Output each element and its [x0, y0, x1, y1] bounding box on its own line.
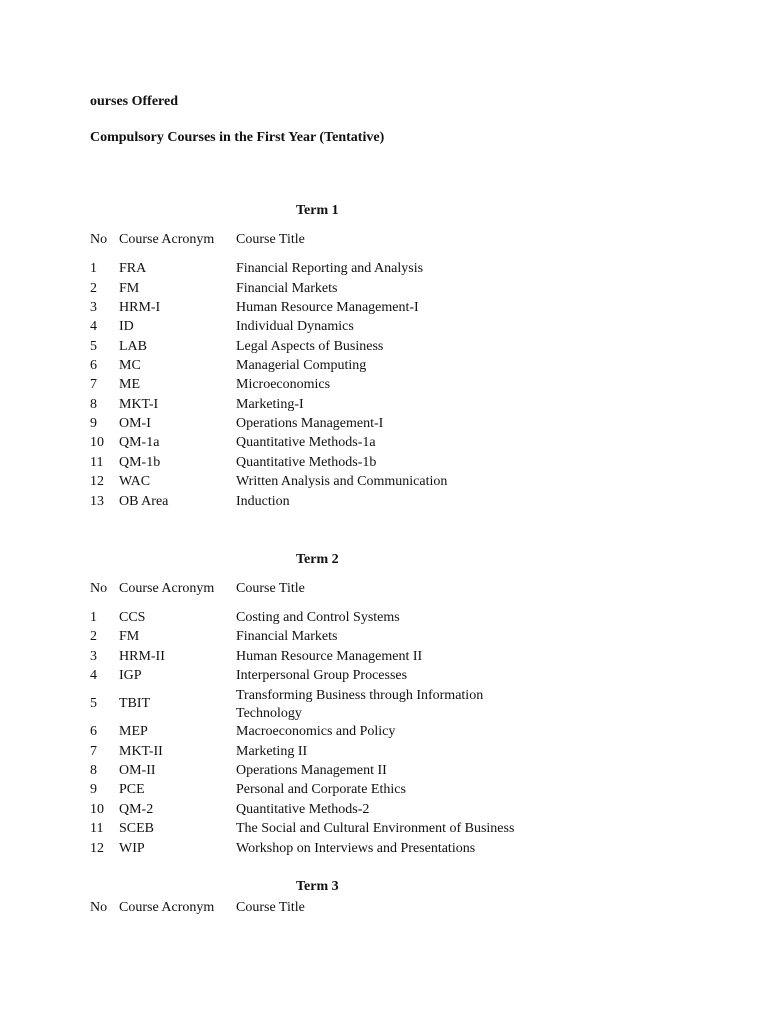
header-acronym: Course Acronym [119, 581, 215, 596]
cell-acronym: LAB [119, 339, 147, 354]
cell-no: 2 [90, 281, 97, 296]
cell-title: Marketing-I [236, 397, 304, 412]
cell-no: 9 [90, 782, 97, 797]
cell-title: Workshop on Interviews and Presentations [236, 841, 476, 856]
cell-title: Quantitative Methods-2 [236, 802, 370, 817]
cell-no: 12 [90, 474, 104, 489]
cell-title: Costing and Control Systems [236, 610, 400, 625]
cell-no: 5 [90, 339, 97, 354]
cell-title: Marketing II [236, 744, 308, 759]
cell-no: 10 [90, 802, 104, 817]
cell-title: Financial Reporting and Analysis [236, 261, 424, 276]
cell-title: Macroeconomics and Policy [236, 724, 396, 739]
cell-acronym: CCS [119, 610, 146, 625]
cell-acronym: MKT-I [119, 397, 159, 412]
cell-no: 3 [90, 649, 97, 664]
cell-title: Individual Dynamics [236, 319, 354, 334]
cell-no: 12 [90, 841, 104, 856]
header-no: No [90, 900, 108, 915]
cell-no: 6 [90, 724, 97, 739]
cell-title: Quantitative Methods-1b [236, 455, 377, 470]
cell-acronym: FM [119, 281, 140, 296]
cell-no: 7 [90, 377, 97, 392]
cell-title: Written Analysis and Communication [236, 474, 448, 489]
cell-no: 5 [90, 696, 97, 711]
cell-title: Quantitative Methods-1a [236, 435, 376, 450]
cell-acronym: FM [119, 629, 140, 644]
header-no: No [90, 581, 108, 596]
cell-acronym: TBIT [119, 696, 151, 711]
cell-title: Human Resource Management-I [236, 300, 419, 315]
term-title: Term 1 [296, 203, 339, 218]
cell-title: Induction [236, 494, 290, 509]
cell-acronym: WAC [119, 474, 151, 489]
header-title: Course Title [236, 900, 305, 915]
cell-no: 8 [90, 397, 97, 412]
cell-acronym: ID [119, 319, 134, 334]
cell-acronym: MEP [119, 724, 148, 739]
cell-no: 1 [90, 261, 97, 276]
cell-acronym: OB Area [119, 494, 169, 509]
cell-title: The Social and Cultural Environment of Business [236, 821, 515, 836]
cell-title: Personal and Corporate Ethics [236, 782, 406, 797]
cell-no: 2 [90, 629, 97, 644]
header-no: No [90, 232, 108, 247]
cell-acronym: IGP [119, 668, 142, 683]
header-title: Course Title [236, 581, 305, 596]
cell-title: Managerial Computing [236, 358, 367, 373]
cell-no: 10 [90, 435, 104, 450]
cell-acronym: HRM-II [119, 649, 165, 664]
cell-title: Financial Markets [236, 629, 338, 644]
header-title: Course Title [236, 232, 305, 247]
cell-acronym: ME [119, 377, 140, 392]
cell-title: Operations Management-I [236, 416, 384, 431]
cell-no: 8 [90, 763, 97, 778]
cell-no: 4 [90, 319, 97, 334]
cell-acronym: PCE [119, 782, 145, 797]
cell-acronym: MKT-II [119, 744, 163, 759]
cell-acronym: QM-1b [119, 455, 161, 470]
header-acronym: Course Acronym [119, 232, 215, 247]
document-heading: ourses Offered [90, 94, 178, 109]
cell-title: Microeconomics [236, 377, 331, 392]
cell-acronym: QM-2 [119, 802, 154, 817]
cell-title: Financial Markets [236, 281, 338, 296]
header-acronym: Course Acronym [119, 900, 215, 915]
cell-no: 1 [90, 610, 97, 625]
cell-acronym: OM-I [119, 416, 151, 431]
cell-no: 11 [90, 821, 104, 836]
cell-no: 11 [90, 455, 104, 470]
term-title: Term 2 [296, 552, 339, 567]
cell-title: Transforming Business through Information Technology [236, 688, 484, 721]
cell-acronym: QM-1a [119, 435, 160, 450]
cell-title: Operations Management II [236, 763, 387, 778]
cell-title: Legal Aspects of Business [236, 339, 384, 354]
cell-no: 7 [90, 744, 97, 759]
cell-acronym: HRM-I [119, 300, 161, 315]
cell-acronym: WIP [119, 841, 145, 856]
cell-acronym: SCEB [119, 821, 155, 836]
cell-title: Human Resource Management II [236, 649, 423, 664]
term-title: Term 3 [296, 879, 339, 894]
cell-no: 9 [90, 416, 97, 431]
cell-no: 4 [90, 668, 97, 683]
document-subheading: Compulsory Courses in the First Year (Tentative) [90, 130, 385, 145]
cell-no: 3 [90, 300, 97, 315]
cell-title: Interpersonal Group Processes [236, 668, 408, 683]
cell-acronym: FRA [119, 261, 147, 276]
cell-acronym: OM-II [119, 763, 156, 778]
cell-no: 6 [90, 358, 97, 373]
cell-acronym: MC [119, 358, 141, 373]
cell-no: 13 [90, 494, 104, 509]
